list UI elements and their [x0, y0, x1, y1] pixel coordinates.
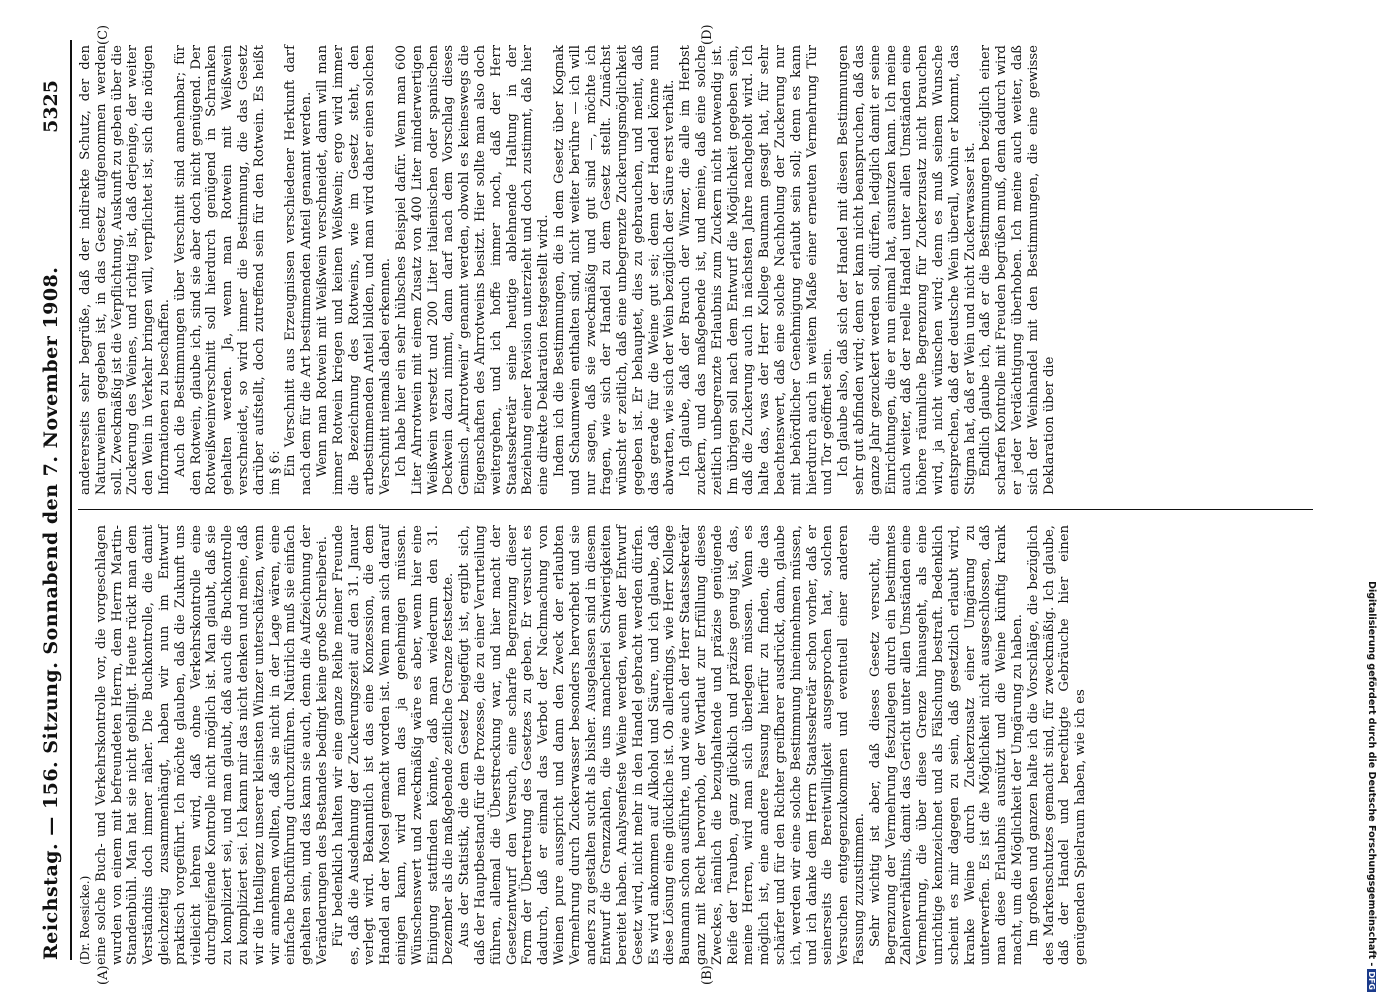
paragraph: Im großen und ganzen halte ich die Vorschläge, die bezüglich des Markenschutzes gemacht sind, für zweckmäßig. Ich glaube, daß der Handel und berechtigte Gebräuche hier einen genügenden Spielraum haben, wie ich es	[1025, 525, 1089, 965]
margin-marker-d: (D)	[700, 24, 715, 45]
dfg-logo: DFG	[1367, 971, 1376, 990]
paragraph: Aus der Statistik, die dem Gesetz beigefügt ist, ergibt sich, daß der Hauptbestand für die Prozesse, die zu einer Verurteilung führen, allemal die Überstreckung war, und hier macht der Gesetzentwurf den Versuch, eine scharfe Begrenzung dieser Form der Übertretung des Gesetzes zu geben. Er versucht es dadurch, daß er einmal das Verbot der Nachmachung von Weinen pure ausspricht und dann den Zweck der erlaubten Vermehrung durch Zuckerwasser besonders hervorhebt und sie anders zu gestalten sucht als bisher. Ausgelassen sind in diesem Entwurf die Grenzzahlen, die uns mancherlei Schwierigkeiten bereitet haben. Analysenfeste Weine werden, wenn der Entwurf Gesetz wird, nicht mehr in den Handel gebracht werden dürfen. Es wird ankommen auf Alkohol und Säure, und ich glaube, daß diese Lösung eine glückliche ist. Ob allerdings, wie Herr Kollege Baumann schon ausführte, und wie auch der Herr Staatssekretär ganz mit Recht hervorhob, der Wortlaut zur Erfüllung dieses Zweckes, nämlich die bezughaltende und präzise genügende Reife der Trauben, ganz glücklich und präzise genug ist, das, meine Herren, wird man sich überlegen müssen. Wenn es möglich ist, eine andere Fassung hierfür zu finden, die das schärfer und für den Richter greifbarer ausdrückt, dann, glaube ich, werden wir eine solche Bestimmung hineinnehmen müssen, und ich danke dem Herrn Staatssekretär schon vorher, daß er seinerseits die Bereitwilligkeit ausgesprochen hat, solchen Versuchen entgegenzukommen und eventuell einer anderen Fassung zuzustimmen.	[457, 525, 868, 965]
speaker-label: (Dr. Roesicke.)	[78, 875, 92, 965]
margin-marker-b: (B)	[700, 965, 715, 985]
paragraph: andererseits sehr begrüße, daß der indirekte Schutz, der den Naturweinen gegeben ist, in das Gesetz aufgenommen werden soll. Zweckmäßig ist die Verpflichtung, Auskunft zu geben über die Zuckerung des Weines, und richtig ist, daß derjenige, der weiter den Wein in Verkehr bringen will, verpflichtet ist, sich die nötigen Informationen zu beschaffen.	[78, 45, 172, 495]
paragraph: Auch die Bestimmungen über Verschnitt sind annehmbar; für den Rotwein, glaube ich, sind sie aber doch nicht genügend. Der Rotweißweinverschnitt soll hierdurch genügend in Schranken gehalten werden. Ja, wenn man Rotwein mit Weißwein verschneidet, so wird immer die Bestimmung, die das Gesetz darüber aufstellt, doch zutreffend sein für den Rotwein. Es heißt im § 6:	[172, 45, 283, 495]
header-rule	[70, 40, 72, 960]
margin-marker-a: (A)	[96, 965, 111, 985]
left-text-column	[78, 525, 1313, 965]
digitization-credit: Digitalisierung gefördert durch die Deutsche Forschungsgemeinschaft -	[1366, 581, 1377, 967]
column-divider	[78, 509, 1313, 510]
paragraph: Ich glaube, daß der Brauch der Winzer, die alle im Herbst zuckern, und das maßgebende ist, und meine, daß eine solche zeitlich unbegrenzte Erlaubnis zum Zuckern nicht notwendig ist. Im übrigen soll nach dem Entwurf die Möglichkeit gegeben sein, daß die Zuckerung auch in nächsten Jahre nachgeholt wird. Ich halte das, was der Herr Kollege Baumann gesagt hat, für sehr beachtenswert, daß eine solche Nachholung der Zuckerung nur mit behördlicher Genehmigung erlaubt sein soll; denn es kann hierdurch auch in weitem Maße einer erneuten Vermehrung Tür und Tor geöffnet sein.	[678, 45, 836, 495]
page-number: 5325	[40, 80, 62, 133]
paragraph: Indem ich die Bestimmungen, die in dem Gesetz über Kognak und Schaumwein enthalten sind, nicht weiter berühre — ich will nur sagen, daß sie zweckmäßig und gut sind —, möchte ich fragen, wie sich der Handel zu dem Gesetz stellt. Zunächst wünscht er zeitlich, daß eine unbegrenzte Zuckerungsmöglichkeit gegeben ist. Er behauptet, dies zu gebrauchen, und meint, daß das gerade für die Weine gut sei; denn der Handel könne nun abwarten, wie sich der Wein bezüglich der Säure erst verhält.	[551, 45, 678, 495]
right-text-column	[78, 45, 1313, 495]
paragraph: Wenn man Rotwein mit Weißwein verschneidet, dann will man immer Rotwein kriegen und keinen Weißwein; ergo wird immer die Bezeichnung des Rotweins, wie im Gesetz steht, den artbestimmenden Anteil bilden, und man wird daher einen solchen Verschnitt niemals dabei erkennen.	[314, 45, 394, 495]
paragraph: Ich habe hier ein sehr hübsches Beispiel dafür. Wenn man 600 Liter Ahrrotwein mit einem Zusatz von 400 Liter minderwertigen Weißwein versetzt und 200 Liter italienischen oder spanischen Deckwein dazu nimmt, dann darf nach dem Vorschlag dieses Gemisch „Ahrrotwein“ genannt werden, obwohl es keineswegs die Eigenschaften des Ahrrotweins besitzt. Hier sollte man also doch weitergehen, und ich hoffe immer noch, daß der Herr Staatssekretär seine heutige ablehnende Haltung in der Beziehung einer Revision unterzieht und doch zustimmt, daß hier eine direkte Deklaration festgestellt wird.	[393, 45, 552, 495]
margin-marker-c: (C)	[96, 24, 111, 45]
digitization-credit-strip	[1363, 8, 1377, 992]
paragraph: eine solche Buch- und Verkehrskontrolle vor, die vorgeschlagen wurden von einem mit befreundeten Herrn, dem Herrn Martin-Standenbühl. Man hat sie nicht gebilligt. Heute rückt man dem Verständnis doch immer näher. Die Buchkontrolle, die damit gleichzeitig zusammenhängt, haben wir nun im Entwurf praktisch vorgeführt. Ich möchte glauben, daß die Zukunft uns vielleicht lehren wird, daß ohne Verkehrskontrolle eine durchgreifende Kontrolle nicht möglich ist. Man glaubt, daß sie zu kompliziert sei, und man glaubt, daß auch die Buchkontrolle zu kompliziert sei. Ich kann mir das nicht denken und meine, daß wir die Intelligenz unserer kleinsten Winzer unterschätzen, wenn wir annehmen wollten, daß sie nicht in der Lage wären, eine einfache Buchführung durchzuführen. Natürlich muß sie einfach gehalten sein, und das kann sie auch, denn die Aufzeichnung der Veränderungen des Bestandes bedingt keine große Schreiberei.	[93, 525, 330, 965]
paragraph: Für bedenklich halten wir eine ganze Reihe meiner Freunde es, daß die Ausdehnung der Zuckerungszeit auf den 31. Januar verlegt wird. Bekanntlich ist das eine Konzession, die dem Handel an der Mosel gemacht worden ist. Wenn man sich darauf einigen kann, wird man das ja genehmigen müssen. Wünschenswert und zweckmäßig wäre es aber, wenn hier eine Einigung stattfinden könnte, daß man wiederum den 31. Dezember als die maßgebende zeitliche Grenze festsetzte.	[330, 525, 457, 965]
page-header-title: Reichstag. — 156. Sitzung. Sonnabend den 7. November 1908.	[40, 266, 62, 960]
paragraph: Ich glaube also, daß sich der Handel mit diesen Bestimmungen sehr gut abfinden wird; denn er kann nicht beanspruchen, daß das ganze Jahr gezuckert werden soll, dürfen, lediglich damit er seine Einrichtungen, die er nun einmal hat, ausnutzen kann. Ich meine auch weiter, daß der reelle Handel unter allen Umständen eine höhere räumliche Begrenzung für Zuckerzusatz nicht brauchen wird, ja nicht wünschen wird; denn es muß seinem Wunsche entsprechen, daß der deutsche Wein überall, wohin er kommt, das Stigma hat, daß er Wein und nicht Zuckerwasser ist.	[836, 45, 978, 495]
paragraph: Endlich glaube ich, daß er die Bestimmungen bezüglich einer scharfen Kontrolle mit Freuden begrüßen muß, denn dadurch wird er jeder Verdächtigung überhoben. Ich meine auch weiter, daß sich der Weinhandel mit den Bestimmungen, die eine gewisse Deklaration über die	[978, 45, 1057, 495]
quoted-paragraph: Ein Verschnitt aus Erzeugnissen verschiedener Herkunft darf nach dem für die Art bestimmenden Anteil genannt werden.	[283, 45, 315, 495]
paragraph: Sehr wichtig ist aber, daß dieses Gesetz versucht, die Begrenzung der Vermehrung festzulegen durch ein bestimmtes Zahlenverhältnis, damit das Gericht unter allen Umständen eine Vermehrung, die über diese Grenze hinausgeht, als eine unrichtige kennzeichnet und als Fälschung bestraft. Bedenklich scheint es mir dagegen zu sein, daß gesetzlich erlaubt wird, kranke Weine durch Zuckerzusatz einer Umgärung zu unterwerfen. Es ist die Möglichkeit nicht ausgeschlossen, daß man diese Erlaubnis ausnützt und die Weine künftig krank macht, um die Möglichkeit der Umgärung zu haben.	[867, 525, 1026, 965]
